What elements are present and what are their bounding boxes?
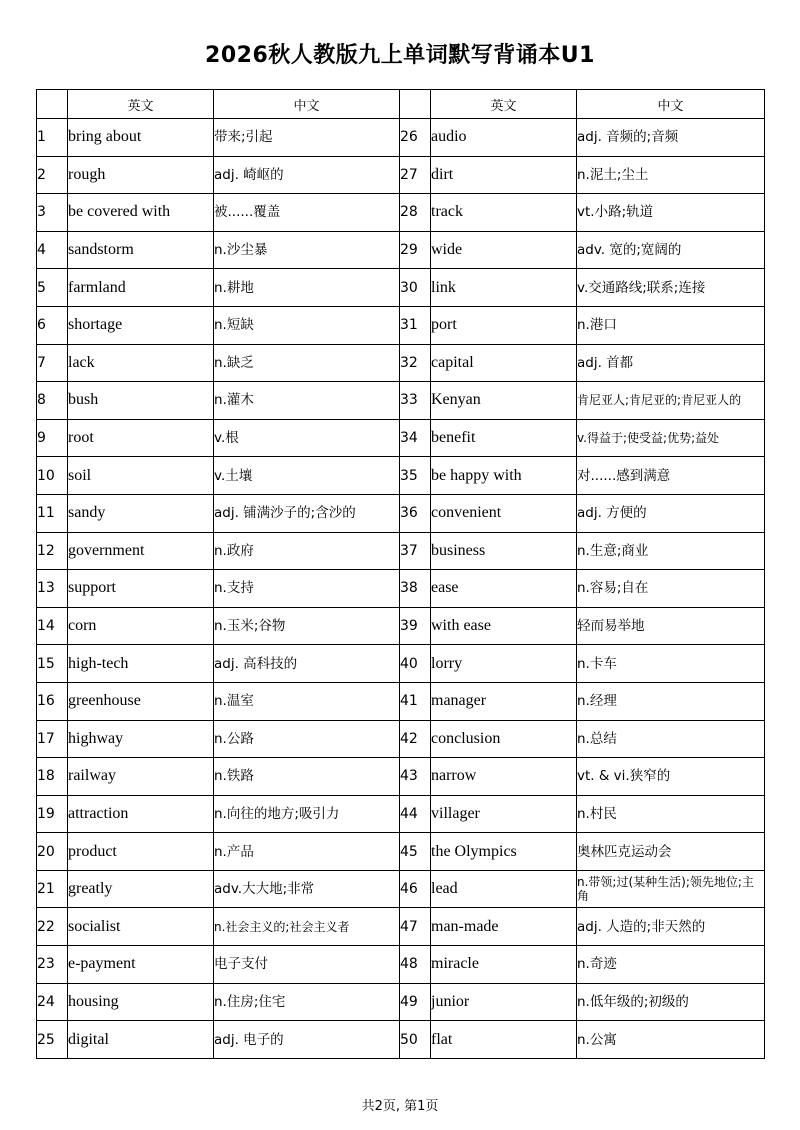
- chinese-meaning: 带来;引起: [214, 119, 400, 157]
- chinese-meaning: n.带领;过(某种生活);领先地位;主角: [577, 870, 765, 908]
- chinese-meaning: n.村民: [577, 795, 765, 833]
- table-row: [37, 870, 765, 908]
- english-word: dirt: [431, 156, 577, 194]
- word-number: 46: [400, 870, 431, 908]
- english-word: e-payment: [68, 946, 214, 984]
- chinese-meaning: n.泥土;尘土: [577, 156, 765, 194]
- table-row: [37, 607, 765, 645]
- header-num-right: [400, 90, 431, 119]
- english-word: high-tech: [68, 645, 214, 683]
- word-number: 15: [37, 645, 68, 683]
- table-row: [37, 570, 765, 608]
- english-word: link: [431, 269, 577, 307]
- english-word: attraction: [68, 795, 214, 833]
- english-word: port: [431, 306, 577, 344]
- english-word: sandy: [68, 494, 214, 532]
- english-word: housing: [68, 983, 214, 1021]
- word-number: 18: [37, 758, 68, 796]
- table-row: [37, 231, 765, 269]
- english-word: conclusion: [431, 720, 577, 758]
- chinese-meaning: n.产品: [214, 833, 400, 871]
- word-number: 20: [37, 833, 68, 871]
- chinese-meaning: n.卡车: [577, 645, 765, 683]
- chinese-meaning: adv. 宽的;宽阔的: [577, 231, 765, 269]
- table-body: [37, 119, 765, 1059]
- table-row: [37, 494, 765, 532]
- english-word: bring about: [68, 119, 214, 157]
- chinese-meaning: n.公寓: [577, 1021, 765, 1059]
- word-number: 6: [37, 306, 68, 344]
- english-word: lorry: [431, 645, 577, 683]
- table-row: [37, 306, 765, 344]
- word-number: 41: [400, 682, 431, 720]
- header-english-left: 英文: [68, 90, 214, 119]
- chinese-meaning: v.土壤: [214, 457, 400, 495]
- chinese-meaning: n.生意;商业: [577, 532, 765, 570]
- english-word: greenhouse: [68, 682, 214, 720]
- word-number: 36: [400, 494, 431, 532]
- chinese-meaning: n.沙尘暴: [214, 231, 400, 269]
- word-number: 27: [400, 156, 431, 194]
- chinese-meaning: n.铁路: [214, 758, 400, 796]
- chinese-meaning: n.支持: [214, 570, 400, 608]
- english-word: manager: [431, 682, 577, 720]
- word-number: 16: [37, 682, 68, 720]
- english-word: wide: [431, 231, 577, 269]
- chinese-meaning: n.公路: [214, 720, 400, 758]
- word-number: 3: [37, 194, 68, 232]
- english-word: flat: [431, 1021, 577, 1059]
- word-number: 49: [400, 983, 431, 1021]
- english-word: farmland: [68, 269, 214, 307]
- table-row: [37, 382, 765, 420]
- english-word: railway: [68, 758, 214, 796]
- english-word: lack: [68, 344, 214, 382]
- word-number: 22: [37, 908, 68, 946]
- english-word: track: [431, 194, 577, 232]
- english-word: the Olympics: [431, 833, 577, 871]
- word-number: 28: [400, 194, 431, 232]
- word-number: 43: [400, 758, 431, 796]
- chinese-meaning: adj. 首都: [577, 344, 765, 382]
- english-word: support: [68, 570, 214, 608]
- chinese-meaning: n.社会主义的;社会主义者: [214, 908, 400, 946]
- english-word: with ease: [431, 607, 577, 645]
- table-row: [37, 758, 765, 796]
- table-row: [37, 156, 765, 194]
- word-number: 25: [37, 1021, 68, 1059]
- english-word: soil: [68, 457, 214, 495]
- word-number: 37: [400, 532, 431, 570]
- word-number: 21: [37, 870, 68, 908]
- chinese-meaning: n.政府: [214, 532, 400, 570]
- word-number: 35: [400, 457, 431, 495]
- english-word: miracle: [431, 946, 577, 984]
- header-chinese-left: 中文: [214, 90, 400, 119]
- english-word: villager: [431, 795, 577, 833]
- word-number: 2: [37, 156, 68, 194]
- word-number: 30: [400, 269, 431, 307]
- chinese-meaning: 奥林匹克运动会: [577, 833, 765, 871]
- table-row: [37, 419, 765, 457]
- table-row: [37, 119, 765, 157]
- word-number: 4: [37, 231, 68, 269]
- word-number: 44: [400, 795, 431, 833]
- table-row: [37, 457, 765, 495]
- word-number: 32: [400, 344, 431, 382]
- english-word: narrow: [431, 758, 577, 796]
- chinese-meaning: n.港口: [577, 306, 765, 344]
- table-row: [37, 269, 765, 307]
- table-row: [37, 1021, 765, 1059]
- table-header-row: [37, 90, 765, 119]
- header-english-right: 英文: [431, 90, 577, 119]
- chinese-meaning: n.总结: [577, 720, 765, 758]
- chinese-meaning: adj. 铺满沙子的;含沙的: [214, 494, 400, 532]
- vocabulary-table: [36, 89, 765, 1059]
- english-word: root: [68, 419, 214, 457]
- chinese-meaning: 电子支付: [214, 946, 400, 984]
- table-row: [37, 983, 765, 1021]
- word-number: 5: [37, 269, 68, 307]
- word-number: 29: [400, 231, 431, 269]
- word-number: 10: [37, 457, 68, 495]
- word-number: 34: [400, 419, 431, 457]
- english-word: sandstorm: [68, 231, 214, 269]
- chinese-meaning: n.奇迹: [577, 946, 765, 984]
- word-number: 33: [400, 382, 431, 420]
- english-word: shortage: [68, 306, 214, 344]
- word-number: 42: [400, 720, 431, 758]
- english-word: be happy with: [431, 457, 577, 495]
- english-word: government: [68, 532, 214, 570]
- word-number: 17: [37, 720, 68, 758]
- page-footer: 共2页, 第1页: [361, 1099, 439, 1114]
- chinese-meaning: 对......感到满意: [577, 457, 765, 495]
- table-row: [37, 682, 765, 720]
- chinese-meaning: n.缺乏: [214, 344, 400, 382]
- table-row: [37, 720, 765, 758]
- english-word: product: [68, 833, 214, 871]
- chinese-meaning: adj. 电子的: [214, 1021, 400, 1059]
- word-number: 31: [400, 306, 431, 344]
- chinese-meaning: adj. 方便的: [577, 494, 765, 532]
- chinese-meaning: v.得益于;使受益;优势;益处: [577, 419, 765, 457]
- word-number: 47: [400, 908, 431, 946]
- chinese-meaning: v.根: [214, 419, 400, 457]
- word-number: 13: [37, 570, 68, 608]
- chinese-meaning: 肯尼亚人;肯尼亚的;肯尼亚人的: [577, 382, 765, 420]
- table-row: [37, 908, 765, 946]
- chinese-meaning: n.温室: [214, 682, 400, 720]
- chinese-meaning: adv.大大地;非常: [214, 870, 400, 908]
- table-row: [37, 645, 765, 683]
- table-row: [37, 532, 765, 570]
- word-number: 24: [37, 983, 68, 1021]
- word-number: 26: [400, 119, 431, 157]
- chinese-meaning: n.短缺: [214, 306, 400, 344]
- word-number: 14: [37, 607, 68, 645]
- english-word: audio: [431, 119, 577, 157]
- header-chinese-right: 中文: [577, 90, 765, 119]
- chinese-meaning: n.低年级的;初级的: [577, 983, 765, 1021]
- word-number: 45: [400, 833, 431, 871]
- chinese-meaning: n.向往的地方;吸引力: [214, 795, 400, 833]
- chinese-meaning: n.住房;住宅: [214, 983, 400, 1021]
- word-number: 23: [37, 946, 68, 984]
- english-word: digital: [68, 1021, 214, 1059]
- word-number: 7: [37, 344, 68, 382]
- chinese-meaning: 轻而易举地: [577, 607, 765, 645]
- english-word: socialist: [68, 908, 214, 946]
- table-row: [37, 833, 765, 871]
- page-title: 2026秋人教版九上单词默写背诵本U1: [205, 43, 595, 68]
- chinese-meaning: n.耕地: [214, 269, 400, 307]
- english-word: lead: [431, 870, 577, 908]
- word-number: 9: [37, 419, 68, 457]
- table-row: [37, 946, 765, 984]
- word-number: 8: [37, 382, 68, 420]
- word-number: 11: [37, 494, 68, 532]
- english-word: corn: [68, 607, 214, 645]
- chinese-meaning: adj. 崎岖的: [214, 156, 400, 194]
- english-word: ease: [431, 570, 577, 608]
- word-number: 19: [37, 795, 68, 833]
- english-word: convenient: [431, 494, 577, 532]
- english-word: Kenyan: [431, 382, 577, 420]
- chinese-meaning: n.灌木: [214, 382, 400, 420]
- english-word: rough: [68, 156, 214, 194]
- header-num-left: [37, 90, 68, 119]
- chinese-meaning: adj. 高科技的: [214, 645, 400, 683]
- word-number: 12: [37, 532, 68, 570]
- chinese-meaning: n.玉米;谷物: [214, 607, 400, 645]
- chinese-meaning: adj. 音频的;音频: [577, 119, 765, 157]
- chinese-meaning: vt.小路;轨道: [577, 194, 765, 232]
- chinese-meaning: 被......覆盖: [214, 194, 400, 232]
- chinese-meaning: vt. & vi.狭窄的: [577, 758, 765, 796]
- word-number: 38: [400, 570, 431, 608]
- chinese-meaning: adj. 人造的;非天然的: [577, 908, 765, 946]
- table-row: [37, 194, 765, 232]
- english-word: benefit: [431, 419, 577, 457]
- word-number: 50: [400, 1021, 431, 1059]
- chinese-meaning: n.经理: [577, 682, 765, 720]
- word-number: 40: [400, 645, 431, 683]
- table-row: [37, 795, 765, 833]
- english-word: greatly: [68, 870, 214, 908]
- english-word: man-made: [431, 908, 577, 946]
- english-word: junior: [431, 983, 577, 1021]
- table-row: [37, 344, 765, 382]
- chinese-meaning: n.容易;自在: [577, 570, 765, 608]
- word-number: 1: [37, 119, 68, 157]
- english-word: bush: [68, 382, 214, 420]
- english-word: highway: [68, 720, 214, 758]
- english-word: capital: [431, 344, 577, 382]
- chinese-meaning: v.交通路线;联系;连接: [577, 269, 765, 307]
- word-number: 39: [400, 607, 431, 645]
- english-word: business: [431, 532, 577, 570]
- word-number: 48: [400, 946, 431, 984]
- english-word: be covered with: [68, 194, 214, 232]
